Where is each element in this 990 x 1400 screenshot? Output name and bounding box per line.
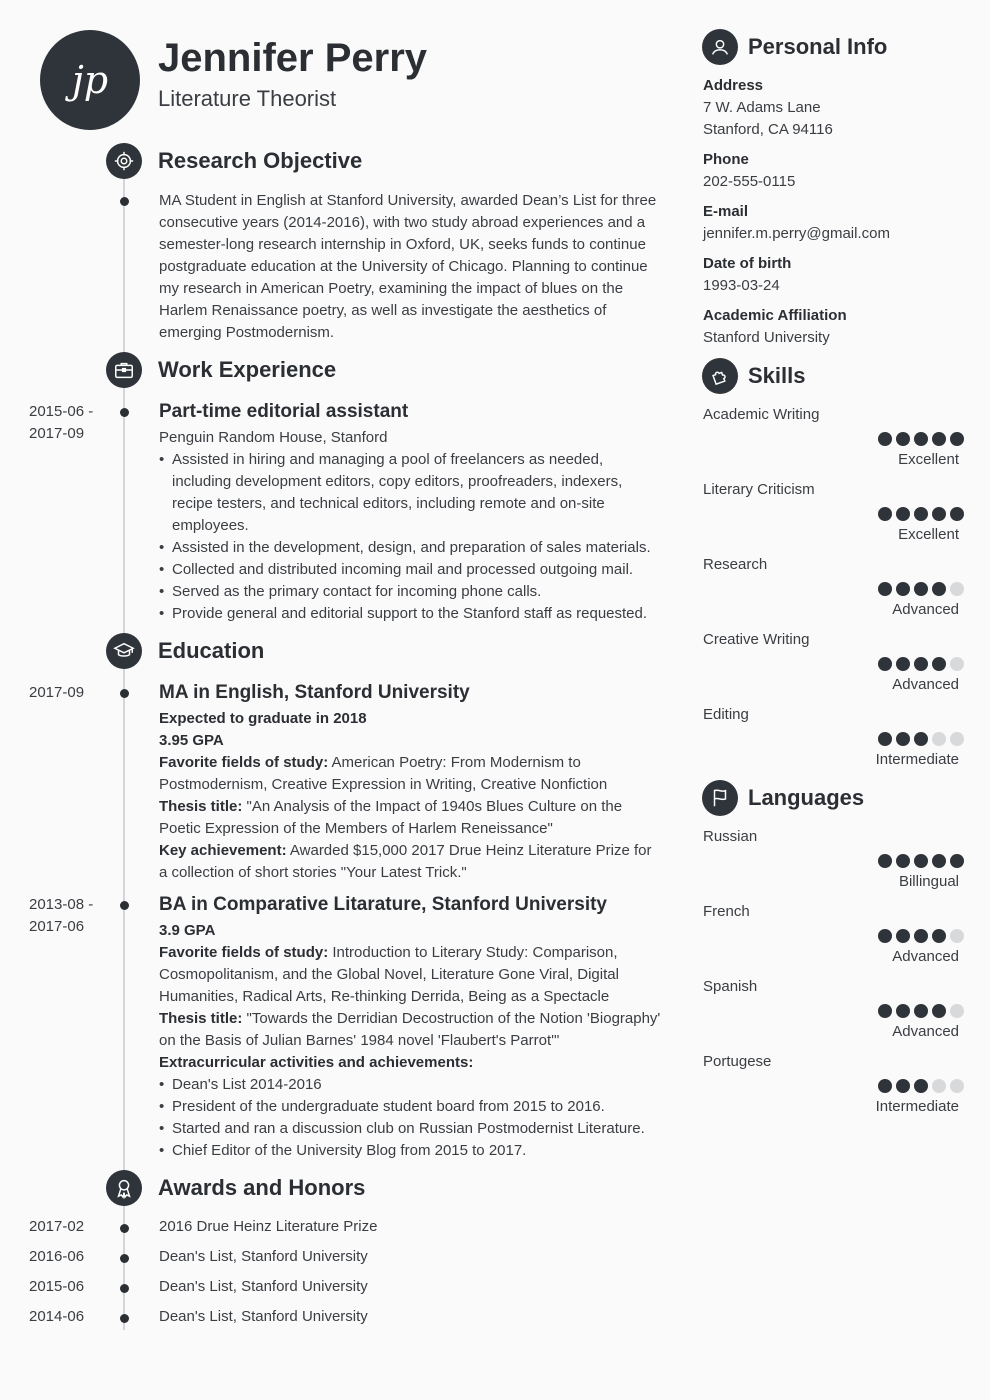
briefcase-icon <box>106 352 142 388</box>
rating-dot-empty <box>950 732 964 746</box>
flag-icon <box>702 780 738 816</box>
ba-date-end: 2017-06 <box>29 918 85 935</box>
phone-value: 202-555-0115 <box>703 173 796 190</box>
skill-level: Advanced <box>892 676 959 693</box>
language-level: Advanced <box>892 948 959 965</box>
skill-name: Research <box>703 556 768 573</box>
list-item: • Served as the primary contact for incoming phone calls. <box>159 581 664 603</box>
award-date: 2016-06 <box>29 1248 85 1265</box>
language-rating <box>878 854 964 868</box>
award-date: 2014-06 <box>29 1308 85 1325</box>
rating-dot-filled <box>914 1079 928 1093</box>
rating-dot-filled <box>896 582 910 596</box>
list-item: • Assisted in hiring and managing a pool of freelancers as needed, including development editors, copy editors, proofreaders, indexers, recipe testers, and technical editors, including remote and on-site employees. <box>159 449 664 537</box>
rating-dot-filled <box>932 1004 946 1018</box>
rating-dot-empty <box>932 732 946 746</box>
rating-dot-filled <box>932 582 946 596</box>
rating-dot-filled <box>896 507 910 521</box>
rating-dot-filled <box>878 854 892 868</box>
skill-level: Advanced <box>892 601 959 618</box>
section-title-education: Education <box>158 638 265 663</box>
affiliation-label: Academic Affiliation <box>703 307 847 324</box>
language-name: French <box>703 903 750 920</box>
rating-dot-filled <box>914 732 928 746</box>
rating-dot-filled <box>896 657 910 671</box>
rating-dot-filled <box>878 732 892 746</box>
award-date: 2017-02 <box>29 1218 85 1235</box>
section-title-objective: Research Objective <box>158 148 363 173</box>
job-details <box>159 427 664 625</box>
ma-fields-label: Favorite fields of study: <box>159 754 329 771</box>
address-line2: Stanford, CA 94116 <box>703 121 833 138</box>
award-date: 2015-06 <box>29 1278 85 1295</box>
timeline-dot <box>120 689 129 698</box>
target-icon <box>106 143 142 179</box>
rating-dot-filled <box>878 1079 892 1093</box>
timeline-dot <box>120 1284 129 1293</box>
skill-name: Creative Writing <box>703 631 810 648</box>
rating-dot-filled <box>932 432 946 446</box>
rating-dot-filled <box>914 929 928 943</box>
skill-rating <box>878 432 964 446</box>
rating-dot-filled <box>914 657 928 671</box>
skill-name: Editing <box>703 706 749 723</box>
language-name: Spanish <box>703 978 758 995</box>
rating-dot-filled <box>878 432 892 446</box>
rating-dot-filled <box>914 582 928 596</box>
skill-rating <box>878 657 964 671</box>
timeline-dot <box>120 197 129 206</box>
ba-date-start: 2013-08 - <box>29 896 94 913</box>
rating-dot-filled <box>932 854 946 868</box>
ba-details <box>159 920 664 1162</box>
section-title-personal: Personal Info <box>748 34 888 59</box>
rating-dot-filled <box>950 432 964 446</box>
job-bullets <box>159 449 664 625</box>
ba-bullets <box>159 1074 664 1162</box>
language-name: Portugese <box>703 1053 772 1070</box>
award-name: 2016 Drue Heinz Literature Prize <box>159 1218 378 1235</box>
rating-dot-empty <box>950 1079 964 1093</box>
skill-level: Excellent <box>898 451 959 468</box>
language-rating <box>878 929 964 943</box>
rating-dot-filled <box>878 507 892 521</box>
award-name: Dean's List, Stanford University <box>159 1308 368 1325</box>
rating-dot-filled <box>950 854 964 868</box>
ma-expected: Expected to graduate in 2018 <box>159 710 367 727</box>
list-item: • President of the undergraduate student board from 2015 to 2016. <box>159 1096 664 1118</box>
ma-achievement-label: Key achievement: <box>159 842 287 859</box>
list-item: • Collected and distributed incoming mail and processed outgoing mail. <box>159 559 664 581</box>
skill-level: Intermediate <box>875 751 959 768</box>
objective-text: MA Student in English at Stanford University, awarded Dean’s List for three consecutive years (2014-2016), with two study abroad experiences and a semester-long research internship in Oxford, UK, seeks funds to continue postgraduate education at the University of Chicago. Planning to continue my research in American Poetry, examining the impact of blues on the Harlem Renaissance poetry, as well as investigate the aesthetics of emerging Postmodernism. <box>159 192 657 341</box>
ba-degree-title: BA in Comparative Litarature, Stanford University <box>159 894 608 915</box>
initials: jp <box>71 58 109 102</box>
ma-fields: American Poetry: From Modernism to Postmodernism, Creative Expression in Writing, Creative Nonfiction <box>159 754 608 793</box>
puzzle-icon <box>702 358 738 394</box>
rating-dot-filled <box>878 582 892 596</box>
email-value: jennifer.m.perry@gmail.com <box>703 225 890 242</box>
rating-dot-filled <box>932 507 946 521</box>
ba-thesis-label: Thesis title: <box>159 1010 243 1027</box>
list-item: • Started and ran a discussion club on Russian Postmodernist Literature. <box>159 1118 664 1140</box>
rating-dot-filled <box>932 929 946 943</box>
section-title-skills: Skills <box>748 363 806 388</box>
personal-info-list <box>703 75 973 349</box>
rating-dot-filled <box>878 1004 892 1018</box>
affiliation-value: Stanford University <box>703 329 830 346</box>
rating-dot-filled <box>896 1004 910 1018</box>
language-level: Billingual <box>898 873 959 890</box>
ba-fields-label: Favorite fields of study: <box>159 944 329 961</box>
candidate-name: Jennifer Perry <box>158 36 428 80</box>
language-level: Intermediate <box>875 1098 959 1115</box>
monogram-avatar <box>40 30 140 130</box>
ma-details <box>159 708 664 884</box>
address-label: Address <box>703 77 764 94</box>
section-title-work: Work Experience <box>158 357 337 382</box>
rating-dot-filled <box>896 854 910 868</box>
skill-name: Literary Criticism <box>703 481 815 498</box>
user-icon <box>702 29 738 65</box>
ba-gpa: 3.9 GPA <box>159 922 216 939</box>
ma-gpa: 3.95 GPA <box>159 732 224 749</box>
ma-achievement: Awarded $15,000 2017 Drue Heinz Literature Prize for a collection of short stories "Your Latest Trick." <box>159 842 652 881</box>
skill-rating <box>878 732 964 746</box>
ma-date: 2017-09 <box>29 684 85 701</box>
skill-rating <box>878 582 964 596</box>
rating-dot-filled <box>878 929 892 943</box>
address-line1: 7 W. Adams Lane <box>703 99 821 116</box>
section-title-languages: Languages <box>748 785 865 810</box>
language-rating <box>878 1079 964 1093</box>
job-date-end: 2017-09 <box>29 425 85 442</box>
rating-dot-empty <box>950 929 964 943</box>
section-title-awards: Awards and Honors <box>158 1175 366 1200</box>
list-item: • Chief Editor of the University Blog from 2015 to 2017. <box>159 1140 664 1162</box>
phone-label: Phone <box>703 151 749 168</box>
job-date-start: 2015-06 - <box>29 403 94 420</box>
rating-dot-filled <box>878 657 892 671</box>
list-item: • Provide general and editorial support to the Stanford staff as requested. <box>159 603 664 625</box>
skill-level: Excellent <box>898 526 959 543</box>
ba-fields: Introduction to Literary Study: Comparison, Cosmopolitanism, and the Global Novel, Literature Gone Viral, Digital Humanities, Radical Arts, Re-thinking Derrida, Being as a Spectacle <box>159 944 619 1005</box>
job-title: Part-time editorial assistant <box>159 401 409 422</box>
rating-dot-empty <box>950 657 964 671</box>
rating-dot-filled <box>896 929 910 943</box>
timeline-dot <box>120 1254 129 1263</box>
timeline-dot <box>120 1224 129 1233</box>
dob-label: Date of birth <box>703 255 792 272</box>
list-item: • Assisted in the development, design, and preparation of sales materials. <box>159 537 664 559</box>
rating-dot-filled <box>932 657 946 671</box>
rating-dot-empty <box>932 1079 946 1093</box>
rating-dot-filled <box>896 1079 910 1093</box>
rating-dot-filled <box>914 432 928 446</box>
ma-degree-title: MA in English, Stanford University <box>159 682 470 703</box>
ba-thesis: "Towards the Derridian Decostruction of the Notion 'Biography' on the Basis of Julian Barnes' 1984 novel 'Flaubert's Parrot'" <box>159 1010 661 1049</box>
email-label: E-mail <box>703 203 749 220</box>
timeline-dot <box>120 901 129 910</box>
ba-extra-label: Extracurricular activities and achievements: <box>159 1054 474 1071</box>
timeline-line <box>123 160 125 1330</box>
job-company: Penguin Random House, Stanford <box>159 429 388 446</box>
rating-dot-filled <box>896 432 910 446</box>
rating-dot-filled <box>950 507 964 521</box>
award-ribbon-icon <box>106 1170 142 1206</box>
ba-date <box>29 894 93 938</box>
rating-dot-filled <box>914 1004 928 1018</box>
rating-dot-empty <box>950 1004 964 1018</box>
timeline-dot <box>120 408 129 417</box>
skill-name: Academic Writing <box>703 406 820 423</box>
candidate-title: Literature Theorist <box>158 86 337 111</box>
rating-dot-filled <box>914 507 928 521</box>
skill-rating <box>878 507 964 521</box>
ma-thesis-label: Thesis title: <box>159 798 243 815</box>
award-name: Dean's List, Stanford University <box>159 1248 368 1265</box>
ma-thesis: "An Analysis of the Impact of 1940s Blues Culture on the Poetic Expression of the Members of Harlem Reneissance" <box>159 798 623 837</box>
timeline-dot <box>120 1314 129 1323</box>
rating-dot-empty <box>950 582 964 596</box>
dob-value: 1993-03-24 <box>703 277 780 294</box>
language-rating <box>878 1004 964 1018</box>
language-name: Russian <box>703 828 758 845</box>
job-date <box>29 401 93 445</box>
language-level: Advanced <box>892 1023 959 1040</box>
list-item: • Dean's List 2014-2016 <box>159 1074 664 1096</box>
rating-dot-filled <box>914 854 928 868</box>
award-name: Dean's List, Stanford University <box>159 1278 368 1295</box>
rating-dot-filled <box>896 732 910 746</box>
graduation-cap-icon <box>106 633 142 669</box>
